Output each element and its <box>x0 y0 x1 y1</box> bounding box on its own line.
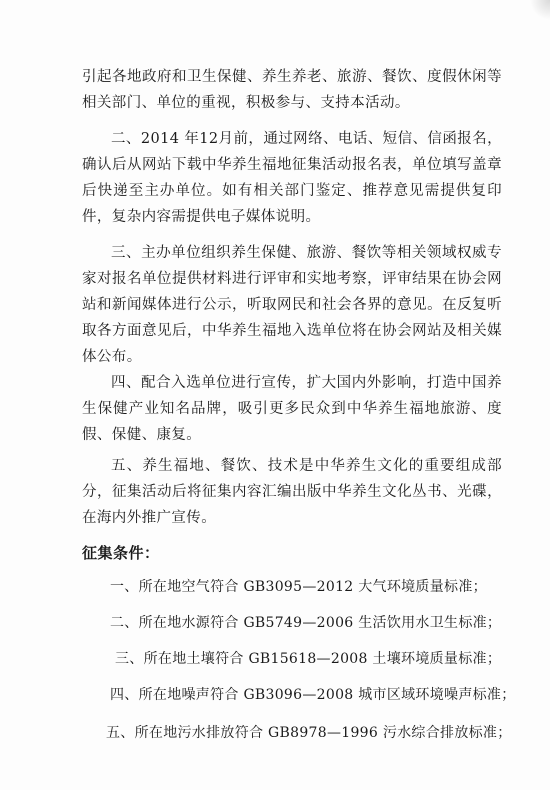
paragraph-item-4: 四、配合入选单位进行宣传，扩大国内外影响，打造中国养生保健产业知名品牌，吸引更多民众到中华养生福地旅游、度假、保健、康复。 <box>82 375 502 443</box>
scan-smudge <box>530 0 550 20</box>
condition-item-sewage: 五、所在地污水排放符合 GB8978—1996 污水综合排放标准； <box>106 725 512 741</box>
condition-item-water: 二、所在地水源符合 GB5749—2006 生活饮用水卫生标准； <box>110 615 502 631</box>
condition-item-soil: 三、所在地土壤符合 GB15618—2008 土壤环境质量标准； <box>115 651 502 667</box>
paragraph-continuation: 引起各地政府和卫生保健、养生养老、旅游、餐饮、度假休闲等相关部门、单位的重视，积极参与、支持本活动。 <box>82 69 502 111</box>
paragraph-item-3: 三、主办单位组织养生保健、旅游、餐饮等相关领域权威专家对报名单位提供材料进行评审和实地考察，评审结果在协会网站和新闻媒体进行公示，听取网民和社会各界的意见。在反复听取各方面意见后，中华养生福地入选单位将在协会网站及相关媒体公布。 <box>82 245 502 365</box>
conditions-heading: 征集条件： <box>82 544 160 562</box>
condition-item-noise: 四、所在地噪声符合 GB3096—2008 城市区域环境噪声标准； <box>110 687 516 703</box>
paragraph-item-2: 二、2014 年12月前，通过网络、电话、短信、信函报名，确认后从网站下载中华养生福地征集活动报名表，单位填写盖章后快递至主办单位。如有相关部门鉴定、推荐意见需提供复印件，复杂内容需提供电子媒体说明。 <box>82 131 502 225</box>
paragraph-item-5: 五、养生福地、餐饮、技术是中华养生文化的重要组成部分，征集活动后将征集内容汇编出版中华养生文化丛书、光碟，在海内外推广宣传。 <box>82 458 502 526</box>
condition-item-air: 一、所在地空气符合 GB3095—2012 大气环境质量标准； <box>110 579 487 595</box>
